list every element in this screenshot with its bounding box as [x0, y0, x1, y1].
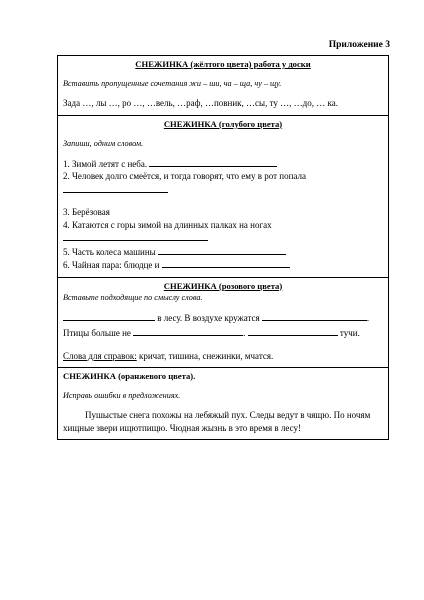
answer-blank[interactable] — [63, 183, 168, 193]
answer-blank[interactable] — [248, 326, 338, 336]
answer-blank[interactable] — [149, 157, 277, 167]
answer-blank[interactable] — [262, 311, 367, 321]
reference-words: Слова для справок: кричат, тишина, снежинки, мчатся. — [63, 350, 274, 361]
section-blue — [58, 116, 388, 278]
section-instruction: Вставьте подходящие по смыслу слова. — [63, 292, 203, 302]
exercise-item: 2. Человек долго смеётся, и тогда говорят, что ему в рот попала — [63, 171, 306, 181]
fill-line: в лесу. В воздухе кружатся . — [63, 311, 383, 325]
exercise-item: 5. Часть колеса машины — [63, 245, 383, 259]
section-title: СНЕЖИНКА (голубого цвета) — [163, 118, 283, 129]
exercise-item: 6. Чайная пара: блюдце и — [63, 258, 383, 272]
exercise-line: Зада …, лы …, ро …, …вель, …раф, …повник, …сы, ту …, …до, … ка. — [63, 98, 338, 108]
fill-line: Птицы больше не . тучи. — [63, 328, 360, 338]
section-instruction: Вставить пропущенные сочетания жи – ши, ча – ща, чу – щу. — [63, 79, 282, 88]
worksheet-table — [57, 55, 389, 440]
exercise-item — [63, 183, 383, 197]
section-yellow — [58, 56, 388, 116]
section-instruction: Запиши, одним словом. — [63, 138, 144, 148]
answer-blank[interactable] — [63, 311, 155, 321]
section-orange — [58, 368, 388, 439]
section-instruction: Исправь ошибки в предложениях. — [63, 391, 181, 400]
section-title: СНЕЖИНКА (розового цвета) — [163, 280, 283, 291]
exercise-item: 3. Берёзовая — [63, 207, 110, 217]
exercise-item: 1. Зимой летят с неба. — [63, 157, 383, 171]
section-title: СНЕЖИНКА (жёлтого цвета) работа у доски — [135, 59, 311, 69]
reference-label: Слова для справок: — [63, 350, 137, 361]
error-paragraph: Пушыстые снега похожы на лебяжый пух. Следы ведут в чящю. По ночям хищные звери ищютпищю. Чюдная жызнь в это время в лесу! — [63, 410, 371, 433]
answer-blank[interactable] — [158, 245, 286, 255]
exercise-item — [63, 231, 383, 245]
answer-blank[interactable] — [162, 258, 290, 268]
section-title: СНЕЖИНКА (оранжевого цвета). — [63, 371, 196, 381]
exercise-item: 4. Катаются с горы зимой на длинных палках на ногах — [63, 219, 272, 230]
answer-blank[interactable] — [133, 326, 243, 336]
answer-blank[interactable] — [63, 231, 208, 241]
appendix-label: Приложение 3 — [328, 40, 390, 50]
section-pink — [58, 278, 388, 369]
